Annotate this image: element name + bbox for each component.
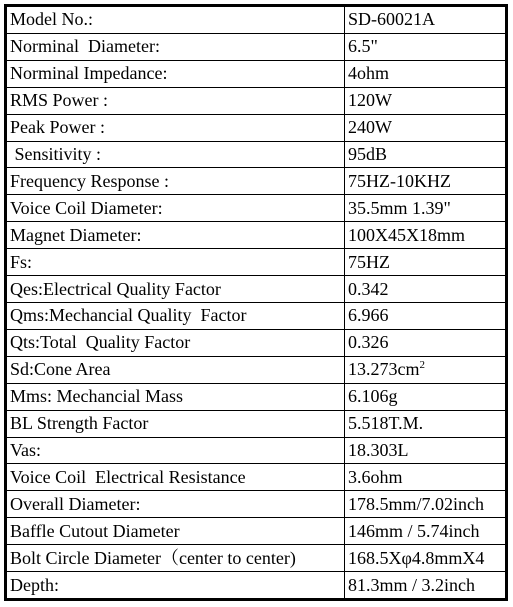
spec-value: 3.6ohm (348, 466, 403, 487)
spec-value-cell (345, 302, 506, 329)
spec-value: 6.5" (348, 36, 378, 57)
spec-label: Sd:Cone Area (10, 359, 111, 380)
spec-value-cell (345, 276, 506, 303)
table-row (7, 249, 506, 276)
table-row (7, 141, 506, 168)
spec-value-cell (345, 437, 506, 464)
spec-label-cell (7, 410, 345, 437)
spec-value-cell (345, 7, 506, 34)
spec-value-cell (345, 195, 506, 222)
spec-label-cell (7, 168, 345, 195)
spec-value-cell (345, 168, 506, 195)
table-row (7, 491, 506, 518)
spec-value: 75HZ-10KHZ (348, 170, 451, 191)
spec-value-cell (345, 491, 506, 518)
spec-label: Qts:Total Quality Factor (10, 332, 191, 353)
spec-label: Bolt Circle Diameter（center to center) (10, 547, 296, 568)
spec-label-cell (7, 222, 345, 249)
spec-label-cell (7, 33, 345, 60)
spec-label: Norminal Impedance: (10, 63, 168, 84)
spec-value-cell (345, 383, 506, 410)
spec-label-cell (7, 276, 345, 303)
table-row (7, 518, 506, 545)
spec-label-cell (7, 572, 345, 599)
table-row (7, 410, 506, 437)
spec-label-cell (7, 491, 345, 518)
spec-value: 75HZ (348, 251, 390, 272)
spec-label: Model No.: (10, 9, 93, 30)
spec-table-body (7, 7, 506, 599)
spec-label: Norminal Diameter: (10, 36, 160, 57)
table-row (7, 114, 506, 141)
table-row (7, 545, 506, 572)
spec-label-cell (7, 383, 345, 410)
spec-value: 6.966 (348, 305, 389, 326)
spec-label-cell (7, 545, 345, 572)
spec-value: 168.5Xφ4.8mmX4 (348, 547, 485, 568)
spec-label: Depth: (10, 574, 59, 595)
spec-value-cell (345, 545, 506, 572)
spec-label-cell (7, 302, 345, 329)
spec-value: 35.5mm 1.39" (348, 197, 451, 218)
spec-label-cell (7, 87, 345, 114)
spec-label: Qms:Mechancial Quality Factor (10, 305, 247, 326)
speaker-spec-sheet (4, 4, 508, 601)
spec-value: 6.106g (348, 386, 398, 407)
spec-label-cell (7, 464, 345, 491)
spec-value: 5.518T.M. (348, 413, 424, 434)
spec-value-cell (345, 114, 506, 141)
spec-label-cell (7, 329, 345, 356)
spec-value-cell (345, 222, 506, 249)
table-row (7, 60, 506, 87)
spec-table (6, 6, 506, 599)
spec-value: 13.273cm (348, 359, 420, 380)
spec-label-cell (7, 356, 345, 383)
spec-label-cell (7, 60, 345, 87)
spec-value-cell (345, 518, 506, 545)
spec-value-cell (345, 356, 506, 383)
table-row (7, 168, 506, 195)
spec-label: Overall Diameter: (10, 493, 141, 514)
spec-value: 0.326 (348, 332, 389, 353)
spec-value: 178.5mm/7.02inch (348, 493, 484, 514)
spec-value: 0.342 (348, 278, 389, 299)
table-row (7, 329, 506, 356)
spec-label: Frequency Response : (10, 170, 169, 191)
table-row (7, 383, 506, 410)
spec-value-cell (345, 141, 506, 168)
spec-value: 18.303L (348, 439, 409, 460)
spec-label: Sensitivity : (10, 143, 102, 164)
table-row (7, 572, 506, 599)
spec-label: Voice Coil Diameter: (10, 197, 163, 218)
spec-label-cell (7, 518, 345, 545)
spec-value-cell (345, 87, 506, 114)
spec-value: 95dB (348, 143, 388, 164)
spec-value: 81.3mm / 3.2inch (348, 574, 475, 595)
spec-value: 4ohm (348, 63, 390, 84)
table-row (7, 7, 506, 34)
spec-label: Qes:Electrical Quality Factor (10, 278, 221, 299)
table-row (7, 356, 506, 383)
table-row (7, 276, 506, 303)
spec-label-cell (7, 114, 345, 141)
spec-label: Vas: (10, 439, 41, 460)
spec-label-cell (7, 7, 345, 34)
spec-value-cell (345, 572, 506, 599)
spec-value: 240W (348, 117, 392, 138)
spec-value-superscript: 2 (419, 359, 425, 372)
spec-label-cell (7, 249, 345, 276)
spec-label: RMS Power : (10, 90, 109, 111)
spec-value: 100X45X18mm (348, 224, 465, 245)
table-row (7, 33, 506, 60)
spec-label-cell (7, 141, 345, 168)
spec-label-cell (7, 195, 345, 222)
spec-label: Voice Coil Electrical Resistance (10, 466, 246, 487)
spec-value-cell (345, 60, 506, 87)
table-row (7, 464, 506, 491)
spec-label: Mms: Mechancial Mass (10, 386, 183, 407)
spec-value-cell (345, 249, 506, 276)
table-row (7, 195, 506, 222)
table-row (7, 222, 506, 249)
spec-value: 120W (348, 90, 392, 111)
spec-label: BL Strength Factor (10, 413, 149, 434)
table-row (7, 87, 506, 114)
spec-value-cell (345, 329, 506, 356)
spec-label: Peak Power : (10, 117, 105, 138)
spec-label: Magnet Diameter: (10, 224, 142, 245)
spec-value-cell (345, 464, 506, 491)
spec-value: SD-60021A (348, 9, 436, 30)
spec-value-cell (345, 410, 506, 437)
spec-value-cell (345, 33, 506, 60)
table-row (7, 302, 506, 329)
spec-label: Fs: (10, 251, 33, 272)
spec-label-cell (7, 437, 345, 464)
spec-label: Baffle Cutout Diameter (10, 520, 180, 541)
spec-value: 146mm / 5.74inch (348, 520, 480, 541)
table-row (7, 437, 506, 464)
